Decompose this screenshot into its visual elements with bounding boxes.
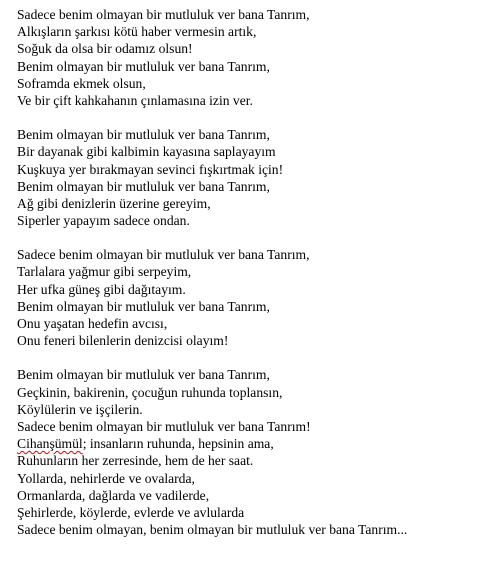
stanza-1 [17, 6, 497, 109]
stanza-2 [17, 126, 497, 229]
poem-line: Yollarda, nehirlerde ve ovalarda, [17, 470, 195, 486]
poem-line: Şehirlerde, köylerde, evlerde ve avlularda [17, 504, 245, 520]
stanza-3 [17, 246, 497, 349]
poem-line: Geçkinin, bakirenin, çocuğun ruhunda toplansın, [17, 384, 283, 400]
poem-line: Benim olmayan bir mutluluk ver bana Tanrım, [17, 298, 270, 314]
poem-line: Benim olmayan bir mutluluk ver bana Tanrım, [17, 58, 270, 74]
poem-line: Ve bir çift kahkahanın çınlamasına izin ver. [17, 92, 253, 108]
poem-line: Siperler yapayım sadece ondan. [17, 213, 190, 229]
poem-line-with-misspelling [17, 435, 497, 452]
poem-text[interactable] [17, 6, 497, 538]
poem-line: Benim olmayan bir mutluluk ver bana Tanrım, [17, 127, 270, 143]
poem-line: Tarlalara yağmur gibi serpeyim, [17, 264, 192, 280]
poem-line: Benim olmayan bir mutluluk ver bana Tanrım, [17, 367, 270, 383]
poem-line-rest: ; insanların ruhunda, hepsinin ama, [82, 436, 274, 452]
poem-line: Sadece benim olmayan bir mutluluk ver bana Tanrım! [17, 418, 311, 434]
poem-line: Ağ gibi denizlerin üzerine gereyim, [17, 195, 211, 211]
poem-line: Ormanlarda, dağlarda ve vadilerde, [17, 487, 210, 503]
poem-line: Sadece benim olmayan bir mutluluk ver bana Tanrım, [17, 7, 310, 22]
poem-line: Alkışların şarkısı kötü haber vermesin artık, [17, 24, 257, 40]
poem-line: Kuşkuya yer bırakmayan sevinci fışkırtmak için! [17, 161, 284, 177]
poem-line: Köylülerin ve işçilerin. [17, 401, 143, 417]
poem-line: Onu yaşatan hedefin avcısı, [17, 316, 168, 331]
poem-line: Soframda ekmek olsun, [17, 75, 146, 91]
poem-line: Bir dayanak gibi kalbimin kayasına saplayayım [17, 144, 276, 160]
stanza-4 [17, 366, 497, 538]
poem-line: Onu feneri bilenlerin denizcisi olayım! [17, 333, 229, 349]
poem-line: Her ufka güneş gibi dağıtayım. [17, 281, 186, 297]
poem-line: Sadece benim olmayan bir mutluluk ver bana Tanrım, [17, 247, 310, 263]
poem-line: Soğuk da olsa bir odamız olsun! [17, 41, 193, 57]
poem-line: Ruhunların her zerresinde, hem de her saat. [17, 453, 254, 469]
poem-line: Benim olmayan bir mutluluk ver bana Tanrım, [17, 178, 270, 194]
misspelled-word[interactable]: Cihanşümül [17, 436, 83, 452]
poem-line: Sadece benim olmayan, benim olmayan bir mutluluk ver bana Tanrım... [17, 522, 408, 538]
